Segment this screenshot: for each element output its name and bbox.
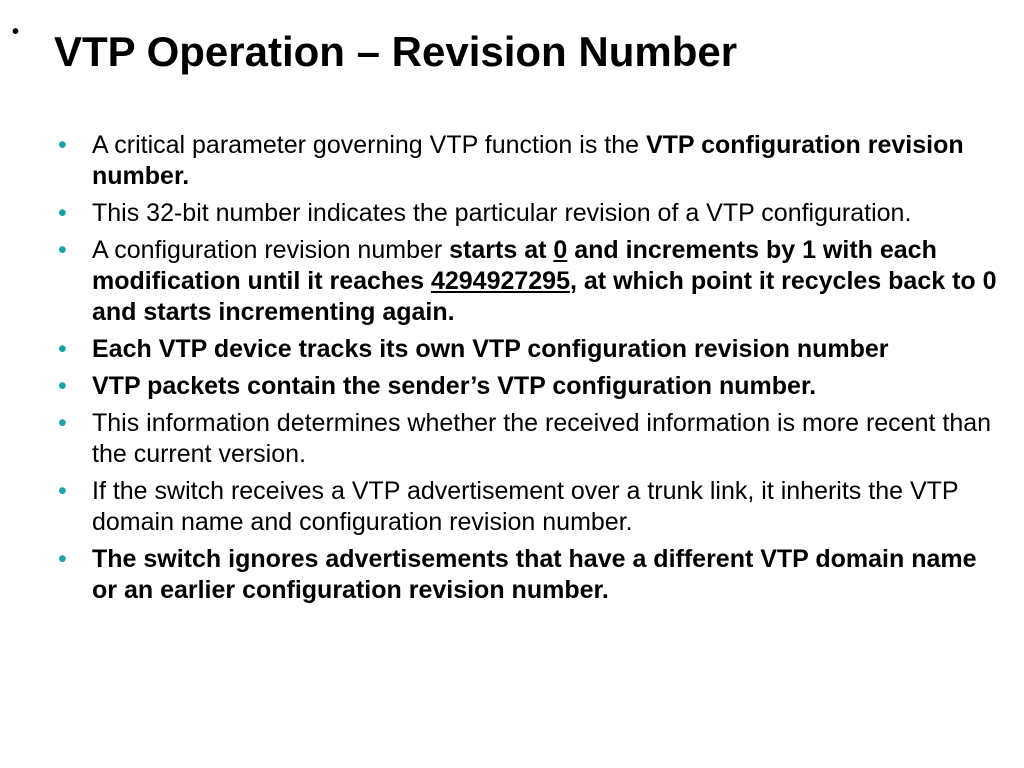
bullet-text-segment: The switch ignores advertisements that have a different VTP domain name or an earlier configuration revision number. <box>92 545 977 604</box>
bullet-list <box>58 130 998 612</box>
bullet-text-segment: VTP packets contain the sender’s VTP configuration number. <box>92 372 817 400</box>
bullet-text <box>92 545 977 604</box>
bullet-text-segment: If the switch receives a VTP advertisement over a trunk link, it inherits the VTP domain name and configuration revision number. <box>92 477 959 536</box>
bullet-text-segment: This information determines whether the received information is more recent than the current version. <box>92 409 992 468</box>
bullet-text <box>92 477 958 536</box>
bullet-text-segment: 0 <box>553 236 568 264</box>
bullet-text-segment: 4294927295 <box>430 267 570 295</box>
bullet-item <box>58 198 998 229</box>
bullet-item <box>58 408 998 470</box>
bullet-dot-icon: • <box>58 477 67 505</box>
bullet-text-segment: A configuration revision number <box>92 236 450 264</box>
bullet-dot-icon: • <box>58 545 67 573</box>
bullet-text-segment: VTP configuration revision number. <box>92 131 964 190</box>
bullet-item <box>58 476 998 538</box>
slide-title: VTP Operation – Revision Number <box>54 28 738 75</box>
bullet-item <box>58 371 998 402</box>
bullet-dot-icon: • <box>58 236 67 264</box>
bullet-text-segment: starts at <box>449 236 554 264</box>
bullet-dot-icon: • <box>58 199 67 227</box>
bullet-text <box>92 131 964 190</box>
bullet-item <box>58 544 998 606</box>
bullet-item <box>58 130 998 192</box>
bullet-text-segment: , at which point it recycles back to 0 and starts incrementing again. <box>92 267 997 326</box>
bullet-text-segment: and increments by 1 with each modification until it reaches <box>92 236 937 295</box>
bullet-text <box>92 199 911 227</box>
bullet-item <box>58 235 998 328</box>
bullet-dot-icon: • <box>58 335 67 363</box>
bullet-text-segment: This 32-bit number indicates the particular revision of a VTP configuration. <box>92 199 912 227</box>
bullet-text <box>92 236 997 326</box>
bullet-text-segment: Each VTP device tracks its own VTP configuration revision number <box>92 335 889 363</box>
bullet-text-segment: A critical parameter governing VTP function is the <box>92 131 646 159</box>
bullet-text <box>92 409 991 468</box>
bullet-dot-icon: • <box>58 409 67 437</box>
bullet-dot-icon: • <box>58 131 67 159</box>
bullet-text <box>92 372 816 400</box>
corner-mark: • <box>12 21 20 43</box>
bullet-item <box>58 334 998 365</box>
bullet-dot-icon: • <box>58 372 67 400</box>
bullet-text <box>92 335 889 363</box>
